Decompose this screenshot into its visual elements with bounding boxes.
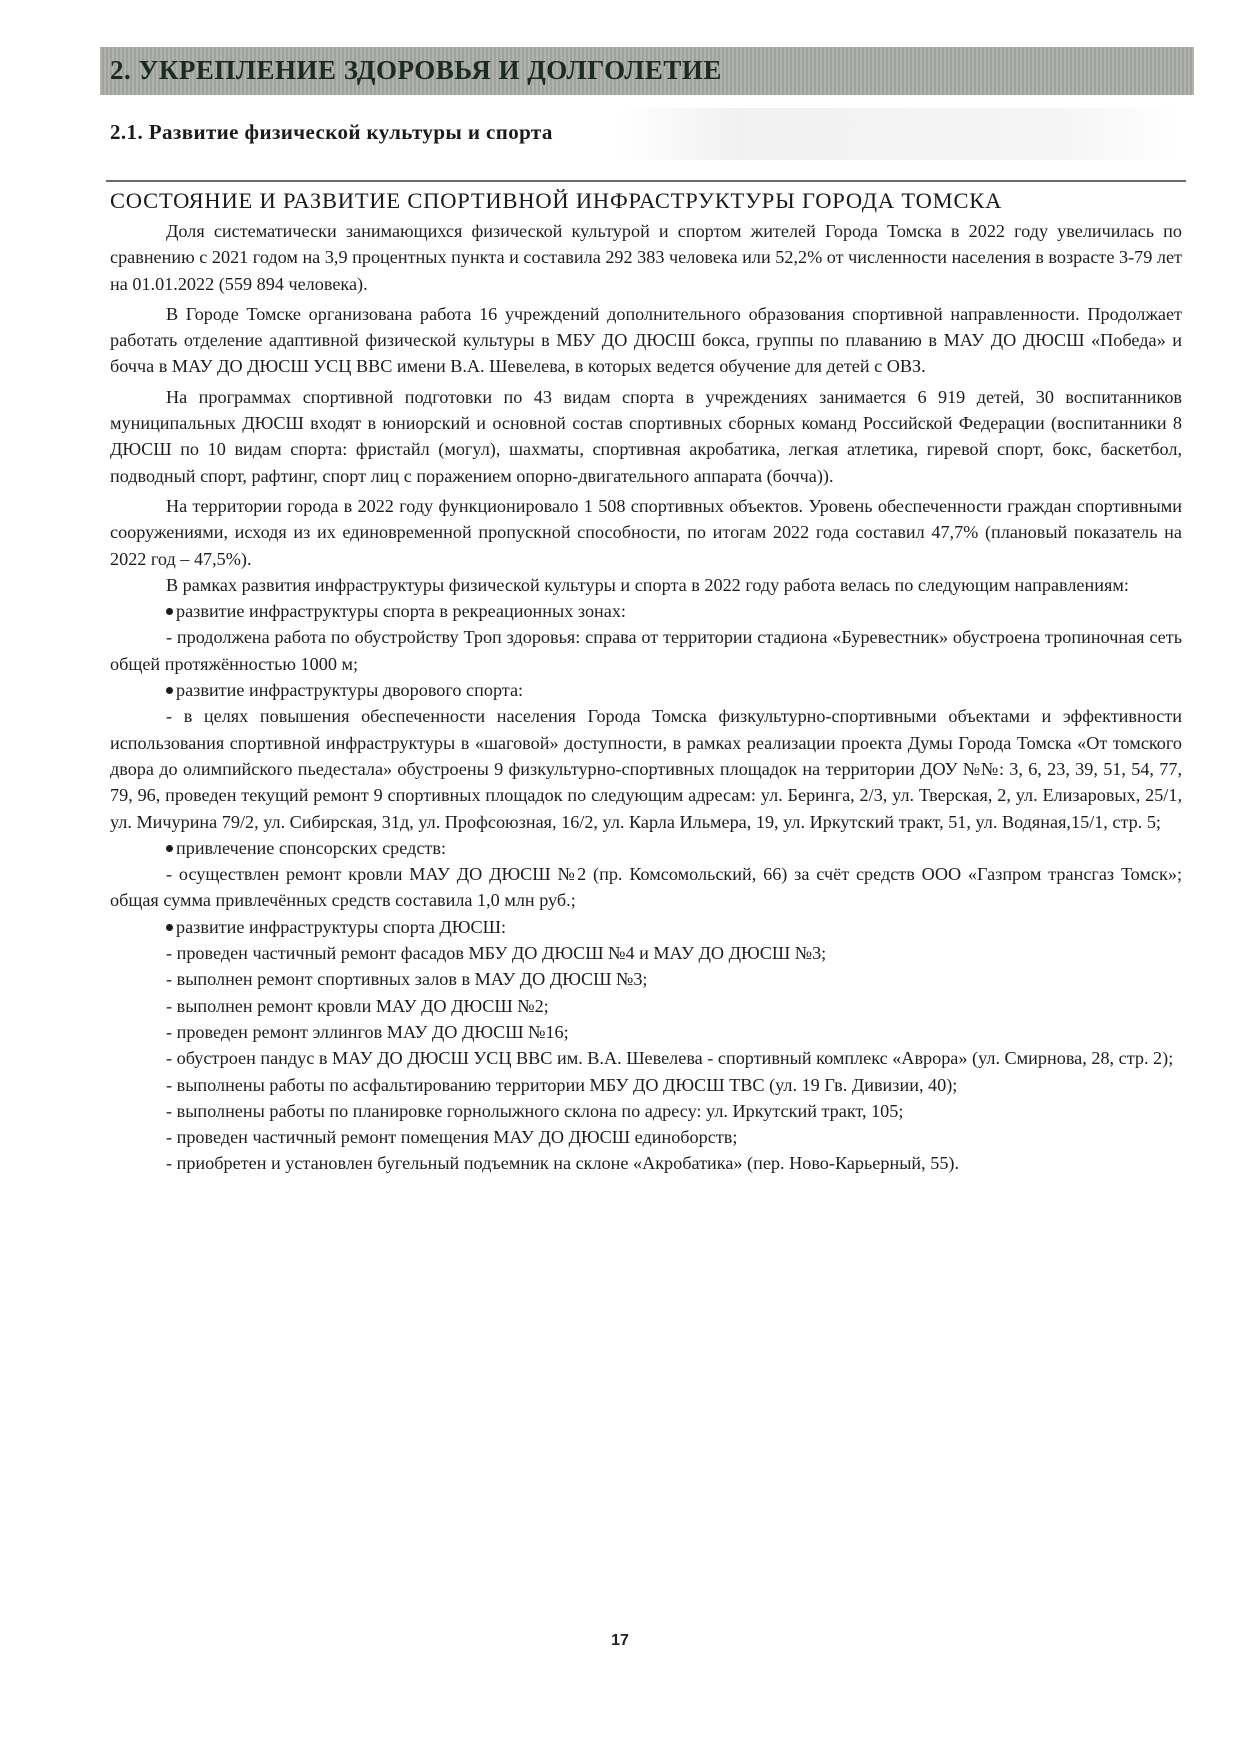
direction-label: развитие инфраструктуры спорта в рекреационных зонах: bbox=[176, 601, 626, 622]
bullet-icon bbox=[166, 608, 173, 615]
paragraph: В Городе Томске организована работа 16 учреждений дополнительного образования спортивной направленности. Продолжает работать отделение адаптивной физической культуры в МБУ ДО ДЮСШ бокса, группы по плаванию в МАУ ДО ДЮСШ «Победа» и бочча в МАУ ДО ДЮСШ УСЦ ВВС имени В.А. Шевелева, в которых ведется обучение для детей с ОВЗ. bbox=[110, 303, 1182, 377]
direction-label: привлечение спонсорских средств: bbox=[176, 837, 446, 858]
body-text bbox=[110, 218, 1182, 1177]
direction-item: - продолжена работа по обустройству Троп здоровья: справа от территории стадиона «Буревестник» обустроена тропиночная сеть общей протяжённостью 1000 м; bbox=[110, 627, 1182, 674]
direction-item: - выполнены работы по планировке горнолыжного склона по адресу: ул. Иркутский тракт, 105; bbox=[166, 1100, 904, 1121]
paragraph: На территории города в 2022 году функционировало 1 508 спортивных объектов. Уровень обеспеченности граждан спортивными сооружениями, исходя из их единовременной пропускной способности, по итогам 2022 года составил 47,7% (плановый показатель на 2022 год – 47,5%). bbox=[110, 495, 1182, 569]
direction-item: - выполнен ремонт кровли МАУ ДО ДЮСШ №2; bbox=[166, 995, 549, 1016]
direction-item: - обустроен пандус в МАУ ДО ДЮСШ УСЦ ВВС им. В.А. Шевелева - спортивный комплекс «Аврора» (ул. Смирнова, 28, стр. 2); bbox=[166, 1048, 1174, 1069]
direction-item: - выполнен ремонт спортивных залов в МАУ ДО ДЮСШ №3; bbox=[166, 969, 648, 990]
direction-label: развитие инфраструктуры дворового спорта: bbox=[176, 680, 524, 701]
block-title: СОСТОЯНИЕ И РАЗВИТИЕ СПОРТИВНОЙ ИНФРАСТРУКТУРЫ ГОРОДА ТОМСКА bbox=[110, 188, 1003, 213]
scan-shadow bbox=[620, 108, 1180, 160]
direction-item: - проведен частичный ремонт фасадов МБУ ДО ДЮСШ №4 и МАУ ДО ДЮСШ №3; bbox=[166, 943, 827, 964]
paragraph: Доля систематически занимающихся физической культурой и спортом жителей Города Томска в 2022 году увеличилась по сравнению с 2021 годом на 3,9 процентных пункта и составила 292 383 человека или 52,2% от численности населения в возрасте 3-79 лет на 01.01.2022 (559 894 человека). bbox=[110, 221, 1182, 294]
bullet-icon bbox=[166, 924, 173, 931]
bullet-icon bbox=[166, 687, 173, 694]
horizontal-rule bbox=[106, 180, 1186, 182]
direction-label: развитие инфраструктуры спорта ДЮСШ: bbox=[176, 916, 507, 937]
direction-item: - осуществлен ремонт кровли МАУ ДО ДЮСШ №2 (пр. Комсомольский, 66) за счёт средств ООО «Газпром трансгаз Томск»; общая сумма привлечённых средств составила 1,0 млн руб.; bbox=[110, 864, 1182, 911]
direction-item: - проведен частичный ремонт помещения МАУ ДО ДЮСШ единоборств; bbox=[166, 1127, 738, 1148]
direction-item: - выполнены работы по асфальтированию территории МБУ ДО ДЮСШ ТВС (ул. 19 Гв. Дивизии, 40); bbox=[166, 1074, 958, 1095]
direction-bullet bbox=[110, 914, 1182, 940]
direction-bullet bbox=[110, 598, 1182, 624]
direction-item: - проведен ремонт эллингов МАУ ДО ДЮСШ №16; bbox=[166, 1021, 569, 1042]
page-number: 17 bbox=[611, 1632, 629, 1649]
subsection-title: 2.1. Развитие физической культуры и спорта bbox=[110, 120, 553, 144]
paragraph: На программах спортивной подготовки по 43 видам спорта в учреждениях занимается 6 919 детей, 30 воспитанников муниципальных ДЮСШ входят в юниорский и основной состав спортивных сборных команд Российской Федерации (воспитанники 8 ДЮСШ по 10 видам спорта: фристайл (могул), шахматы, спортивная акробатика, легкая атлетика, гиревой спорт, бокс, баскетбол, подводный спорт, рафтинг, спорт лиц с поражением опорно-двигательного аппарата (бочча)). bbox=[110, 386, 1182, 486]
paragraph: В рамках развития инфраструктуры физической культуры и спорта в 2022 году работа велась по следующим направлениям: bbox=[166, 574, 1129, 595]
direction-bullet bbox=[110, 677, 1182, 703]
section-banner bbox=[100, 47, 1194, 95]
section-title: 2. УКРЕПЛЕНИЕ ЗДОРОВЬЯ И ДОЛГОЛЕТИЕ bbox=[110, 55, 722, 85]
direction-bullet bbox=[110, 835, 1182, 861]
direction-item: - приобретен и установлен бугельный подъемник на склоне «Акробатика» (пер. Ново-Карьерный, 55). bbox=[166, 1153, 960, 1174]
bullet-icon bbox=[166, 845, 173, 852]
direction-item: - в целях повышения обеспеченности населения Города Томска физкультурно-спортивными объектами и эффективности использования спортивной инфраструктуры в «шаговой» доступности, в рамках реализации проекта Думы Города Томска «От томского двора до олимпийского пьедестала» обустроены 9 физкультурно-спортивных площадок на территории ДОУ №№: 3, 6, 23, 39, 51, 54, 77, 79, 96, проведен текущий ремонт 9 спортивных площадок по следующим адресам: ул. Беринга, 2/3, ул. Тверская, 2, ул. Елизаровых, 25/1, ул. Мичурина 79/2, ул. Сибирская, 31д, ул. Профсоюзная, 16/2, ул. Карла Ильмера, 19, ул. Иркутский тракт, 51, ул. Водяная,15/1, стр. 5; bbox=[110, 706, 1182, 832]
